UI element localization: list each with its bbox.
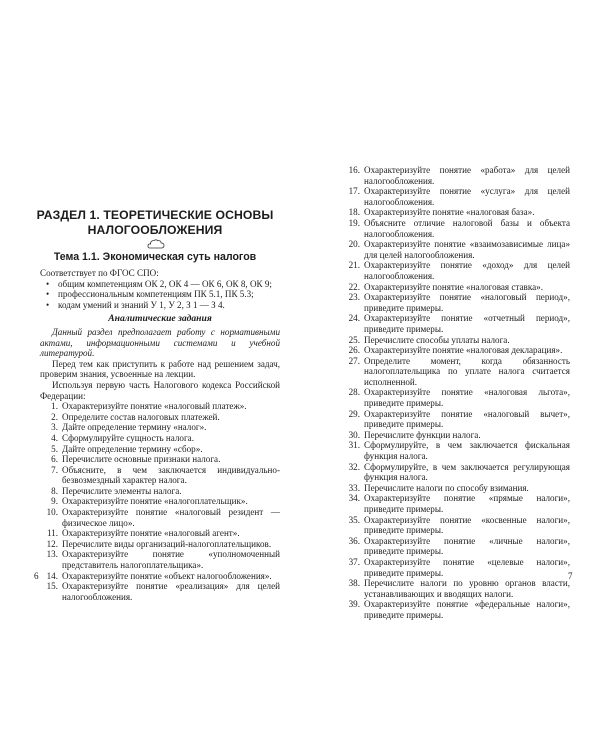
task-text: Охарактеризуйте понятие «налоговая база». — [364, 207, 535, 218]
task-number: 21. — [348, 260, 360, 271]
task-item — [338, 536, 570, 557]
task-text: Объясните отличие налоговой базы и объекта налогообложения. — [364, 217, 570, 239]
task-number: 18. — [348, 207, 360, 218]
task-text: Дайте определение термину «налог». — [62, 422, 207, 433]
task-number: 19. — [348, 217, 360, 228]
task-item — [40, 507, 280, 528]
task-text: Перечислите налоги по способу взимания. — [364, 482, 529, 493]
task-text: Перечислите функции налога. — [364, 429, 481, 440]
task-list — [338, 165, 570, 621]
task-number: 7. — [51, 464, 58, 475]
task-number: 26. — [348, 345, 360, 356]
task-item — [338, 186, 570, 207]
task-item — [338, 165, 570, 186]
page-number: 7 — [568, 571, 573, 581]
task-number: 5. — [51, 443, 58, 454]
task-number: 11. — [46, 528, 58, 539]
task-item — [338, 409, 570, 430]
task-item — [338, 515, 570, 536]
task-text: Охарактеризуйте понятие «работа» для целей налогообложения. — [364, 165, 570, 186]
bullet-item: • профессиональным компетенциям ПК 5.1, ПК 5.3; — [46, 289, 254, 300]
task-number: 22. — [348, 281, 360, 292]
task-number: 36. — [348, 535, 360, 546]
task-item — [40, 444, 280, 455]
task-item — [40, 433, 280, 444]
task-number: 14. — [46, 570, 58, 581]
fgos-intro: Соответствует по ФГОС СПО: — [40, 268, 159, 278]
task-text: Охарактеризуйте понятие «прямые налоги», приведите примеры. — [364, 493, 570, 514]
task-item — [40, 412, 280, 423]
task-number: 33. — [348, 482, 360, 493]
task-text: Перечислите основные признаки налога. — [62, 454, 221, 465]
task-text: Охарактеризуйте понятие «объект налогообложения». — [62, 570, 272, 581]
task-number: 35. — [348, 514, 360, 525]
task-number: 24. — [348, 313, 360, 324]
task-number: 17. — [348, 186, 360, 197]
task-text: Охарактеризуйте понятие «доход» для целей налогообложения. — [364, 260, 570, 281]
task-item — [338, 335, 570, 346]
task-number: 16. — [348, 165, 360, 175]
task-text: Охарактеризуйте понятие «взаимозависимые лица» для целей налогообложения. — [364, 239, 570, 260]
task-text: Охарактеризуйте понятие «налоговый платеж». — [62, 401, 247, 412]
task-item — [338, 345, 570, 356]
task-item — [338, 207, 570, 218]
section-title-line2: НАЛОГООБЛОЖЕНИЯ — [87, 223, 223, 237]
task-text: Охарактеризуйте понятие «налоговая ставка». — [364, 281, 543, 292]
task-item — [338, 260, 570, 281]
intro-paragraph: Перед тем как приступить к работе над решением задач, проверим знания, усвоенные на лекции. — [40, 358, 280, 380]
bullet-item: • общим компетенциям ОК 2, ОК 4 — ОК 6, ОК 8, ОК 9; — [46, 278, 272, 289]
task-item — [338, 356, 570, 388]
task-number: 23. — [348, 292, 360, 303]
task-number: 8. — [51, 485, 58, 496]
task-item — [338, 483, 570, 494]
task-text: Охарактеризуйте понятие «косвенные налоги», приведите примеры. — [364, 514, 570, 536]
task-text: Охарактеризуйте понятие «налоговая декларация». — [364, 345, 563, 356]
task-item — [40, 549, 280, 570]
topic-title: Тема 1.1. Экономическая суть налогов — [53, 251, 257, 263]
task-text: Охарактеризуйте понятие «федеральные налоги», приведите примеры. — [364, 599, 570, 620]
task-number: 28. — [348, 387, 360, 398]
task-number: 29. — [348, 408, 360, 419]
task-item — [40, 465, 280, 486]
task-item — [40, 486, 280, 497]
task-text: Охарактеризуйте понятие «налоговая льгота», приведите примеры. — [364, 387, 570, 409]
task-item — [40, 496, 280, 507]
task-item — [40, 454, 280, 465]
task-item — [338, 282, 570, 293]
task-number: 39. — [348, 599, 360, 610]
task-text: Объясните, в чем заключается индивидуально-безвозмездный характер налога. — [62, 464, 280, 486]
task-item — [40, 401, 280, 412]
page-number: 6 — [34, 571, 39, 581]
task-text: Охарактеризуйте понятие «налоговый агент». — [62, 528, 240, 539]
task-text: Охарактеризуйте понятие «налоговый период», приведите примеры. — [364, 292, 570, 313]
task-number: 12. — [46, 538, 58, 549]
task-item — [338, 462, 570, 483]
task-item — [338, 387, 570, 408]
task-item — [40, 539, 280, 550]
task-text: Определите состав налоговых платежей. — [62, 411, 220, 422]
task-item — [338, 493, 570, 514]
task-number: 37. — [348, 556, 360, 567]
task-text: Охарактеризуйте понятие «налогоплательщик». — [62, 496, 248, 507]
task-number: 20. — [348, 239, 360, 250]
intro-italic: Данный раздел предполагает работу с нормативными актами, информационными системами и учебной литературой. — [40, 326, 280, 359]
task-text: Перечислите виды организаций-налогоплательщиков. — [62, 538, 272, 549]
task-number: 27. — [348, 355, 360, 366]
task-item — [338, 239, 570, 260]
task-item — [338, 313, 570, 334]
task-item — [338, 218, 570, 239]
task-list — [40, 401, 280, 602]
task-text: Охарактеризуйте понятие «уполномоченный представитель налогоплательщика». — [62, 549, 280, 571]
task-text: Дайте определение термину «сбор». — [62, 443, 203, 454]
task-text: Охарактеризуйте понятие «налоговый резидент — физическое лицо». — [62, 507, 280, 528]
right-page — [300, 0, 600, 750]
task-text: Сформулируйте, в чем заключается фискальная функция налога. — [364, 440, 570, 462]
task-text: Охарактеризуйте понятие «личные налоги», приведите примеры. — [364, 535, 570, 557]
section-title-line1: РАЗДЕЛ 1. ТЕОРЕТИЧЕСКИЕ ОСНОВЫ — [36, 208, 274, 222]
cloud-icon — [147, 238, 165, 250]
task-text: Перечислите налоги по уровню органов власти, устанавливающих и вводящих налоги. — [364, 578, 570, 599]
task-item — [338, 440, 570, 461]
task-text: Определите момент, когда обязанность налогоплательщика по уплате налога считается исполненной. — [364, 355, 570, 387]
task-number: 38. — [348, 578, 360, 589]
task-number: 13. — [46, 549, 58, 560]
task-item — [338, 557, 570, 578]
task-text: Охарактеризуйте понятие «налоговый вычет», приведите примеры. — [364, 408, 570, 430]
task-item — [338, 430, 570, 441]
task-number: 32. — [348, 461, 360, 472]
task-item — [40, 528, 280, 539]
task-item — [338, 578, 570, 599]
task-item — [338, 292, 570, 313]
task-number: 10. — [46, 507, 58, 518]
task-text: Охарактеризуйте понятие «реализация» для целей налогообложения. — [62, 581, 280, 602]
task-item — [40, 422, 280, 433]
task-text: Перечислите способы уплаты налога. — [364, 334, 510, 345]
task-number: 1. — [51, 401, 58, 412]
task-number: 9. — [51, 496, 58, 507]
section-title — [30, 208, 280, 238]
bullet-item: • кодам умений и знаний У 1, У 2, З 1 — З 4. — [46, 299, 225, 310]
task-number: 3. — [51, 422, 58, 433]
task-text: Охарактеризуйте понятие «отчетный период», приведите примеры. — [364, 313, 570, 334]
task-text: Перечислите элементы налога. — [62, 485, 182, 496]
task-number: 34. — [348, 493, 360, 504]
task-number: 15. — [46, 581, 58, 592]
task-item — [338, 599, 570, 620]
task-number: 31. — [348, 440, 360, 451]
task-text: Охарактеризуйте понятие «услуга» для целей налогообложения. — [364, 186, 570, 207]
task-number: 25. — [348, 334, 360, 345]
task-text: Сформулируйте, в чем заключается регулирующая функция налога. — [364, 461, 570, 483]
left-body — [40, 268, 280, 602]
task-text: Охарактеризуйте понятие «целевые налоги», приведите примеры. — [364, 556, 570, 578]
right-body — [338, 165, 570, 621]
task-number: 4. — [51, 432, 58, 443]
task-item — [40, 571, 280, 582]
intro-paragraph: Используя первую часть Налогового кодекса Российской Федерации: — [40, 379, 280, 401]
task-item — [40, 581, 280, 602]
task-number: 30. — [348, 429, 360, 440]
task-number: 6. — [51, 454, 58, 465]
analytic-heading: Аналитические задания — [108, 313, 212, 325]
task-text: Сформулируйте сущность налога. — [62, 432, 194, 443]
task-number: 2. — [51, 411, 58, 422]
